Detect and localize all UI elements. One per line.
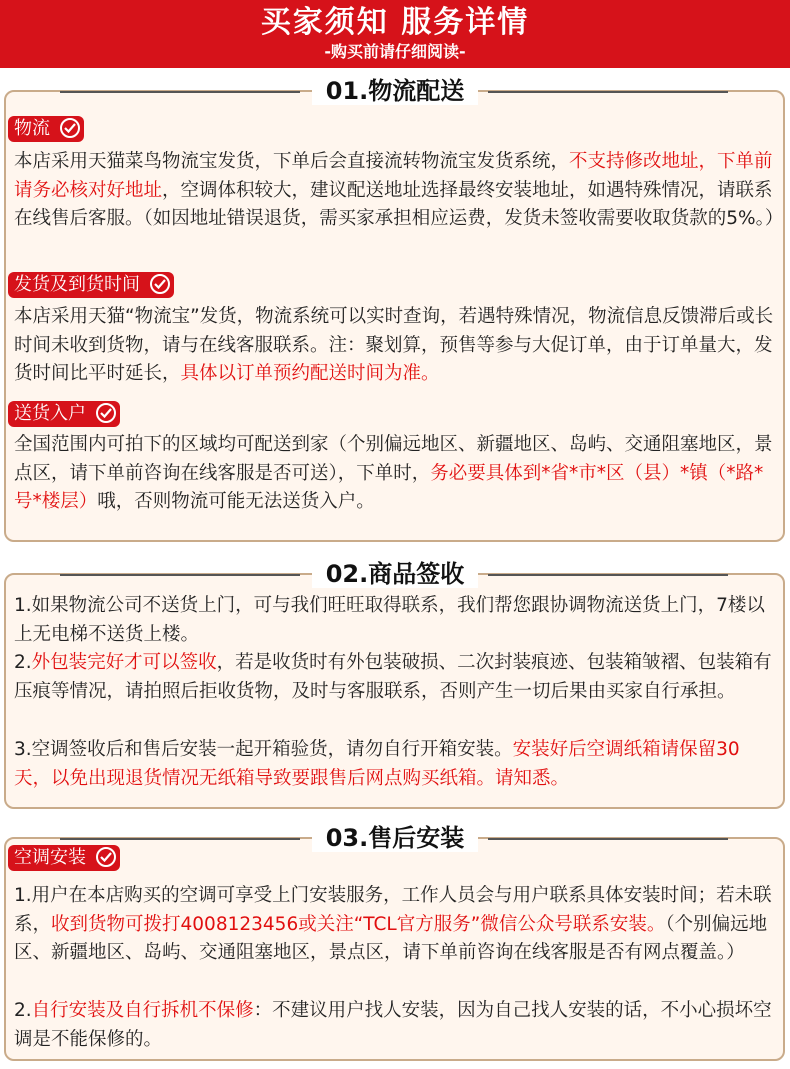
highlight-text: 不支持修改地址，下单前请务必核对好地址 bbox=[14, 151, 773, 201]
body-text: 全国范围内可拍下的区域均可配送到家（个别偏远地区、新疆地区、岛屿、交通阻塞地区，景点区，请下单前咨询在线客服是否可送），下单时， bbox=[14, 434, 773, 484]
paragraph bbox=[14, 882, 776, 968]
page-header bbox=[0, 0, 790, 68]
highlight-text: 安装好后空调纸箱请保留30天，以免出现退货情况无纸箱导致要跟售后网点购买纸箱。请知悉。 bbox=[14, 739, 740, 789]
paragraph bbox=[14, 303, 776, 389]
check-icon bbox=[60, 118, 80, 138]
tag-ac-install bbox=[8, 845, 120, 871]
highlight-text: 外包装完好才可以签收 bbox=[31, 652, 217, 673]
body-text: ，空调体积较大，建议配送地址选择最终安装地址，如遇特殊情况，请联系在线售后客服。（如因地址错误退货，需买家承担相应运费，发货未签收需要收取货款的5%。） bbox=[14, 179, 784, 229]
check-icon bbox=[96, 403, 116, 423]
check-icon bbox=[96, 847, 116, 867]
body-text: 本店采用天猫菜鸟物流宝发货，下单后会直接流转物流宝发货系统， bbox=[14, 151, 570, 172]
body-text: 哦，否则物流可能无法送货入户。 bbox=[97, 491, 375, 512]
paragraph bbox=[14, 592, 776, 649]
body-text: 1.用户在本店购买的空调可享受上门安装服务，工作人员会与用户联系具体安装时间；若未联系， bbox=[14, 885, 772, 935]
section-title: 03.售后安装 bbox=[312, 824, 479, 852]
page-subtitle: -购买前请仔细阅读- bbox=[324, 42, 466, 61]
highlight-text: 具体以订单预约配送时间为准。 bbox=[180, 363, 440, 384]
tag-label: 空调安装 bbox=[14, 847, 86, 868]
section-title: 01.物流配送 bbox=[312, 77, 479, 105]
paragraph bbox=[14, 997, 776, 1054]
body-text: 1.如果物流公司不送货上门，可与我们旺旺取得联系，我们帮您跟协调物流送货上门，7楼以上无电梯不送货上楼。 bbox=[14, 595, 765, 645]
paragraph bbox=[14, 148, 784, 234]
tag-logistics bbox=[8, 116, 84, 142]
section-title: 02.商品签收 bbox=[312, 560, 479, 588]
highlight-text: 自行安装及自行拆机不保修 bbox=[31, 1000, 254, 1021]
highlight-text: 务必要具体到*省*市*区（县）*镇（*路*号*楼层） bbox=[14, 462, 764, 512]
body-text: ，若是收货时有外包装破损、二次封装痕迹、包装箱皱褶、包装箱有压痕等情况，请拍照后拒收货物，及时与客服联系，否则产生一切后果由买家自行承担。 bbox=[14, 652, 772, 702]
body-text: 2. bbox=[14, 1000, 32, 1021]
tag-label: 物流 bbox=[14, 118, 50, 139]
tag-shipping-time bbox=[8, 272, 174, 298]
body-text: （个别偏远地区、新疆地区、岛屿、交通阻塞地区，景点区，请下单前咨询在线客服是否有网点覆盖。） bbox=[14, 913, 768, 963]
body-text: ：不建议用户找人安装，因为自己找人安装的话，不小心损坏空调是不能保修的。 bbox=[14, 1000, 772, 1050]
body-text: 2. bbox=[14, 652, 32, 673]
body-text: 本店采用天猫“物流宝”发货，物流系统可以实时查询，若遇特殊情况，物流信息反馈滞后或长时间未收到货物，请与在线客服联系。注：聚划算，预售等参与大促订单，由于订单量大，发货时间比平时延长， bbox=[14, 306, 774, 384]
tag-label: 发货及到货时间 bbox=[14, 274, 140, 295]
tag-label: 送货入户 bbox=[14, 403, 86, 424]
page-title: 买家须知 服务详情 bbox=[260, 5, 530, 40]
paragraph bbox=[14, 649, 776, 706]
check-icon bbox=[150, 274, 170, 294]
tag-home-delivery bbox=[8, 401, 120, 427]
body-text: 3.空调签收后和售后安装一起开箱验货，请勿自行开箱安装。 bbox=[14, 739, 513, 760]
paragraph bbox=[14, 736, 776, 793]
paragraph bbox=[14, 431, 776, 517]
highlight-text: 收到货物可拨打4008123456或关注“TCL官方服务”微信公众号联系安装。 bbox=[51, 913, 666, 935]
